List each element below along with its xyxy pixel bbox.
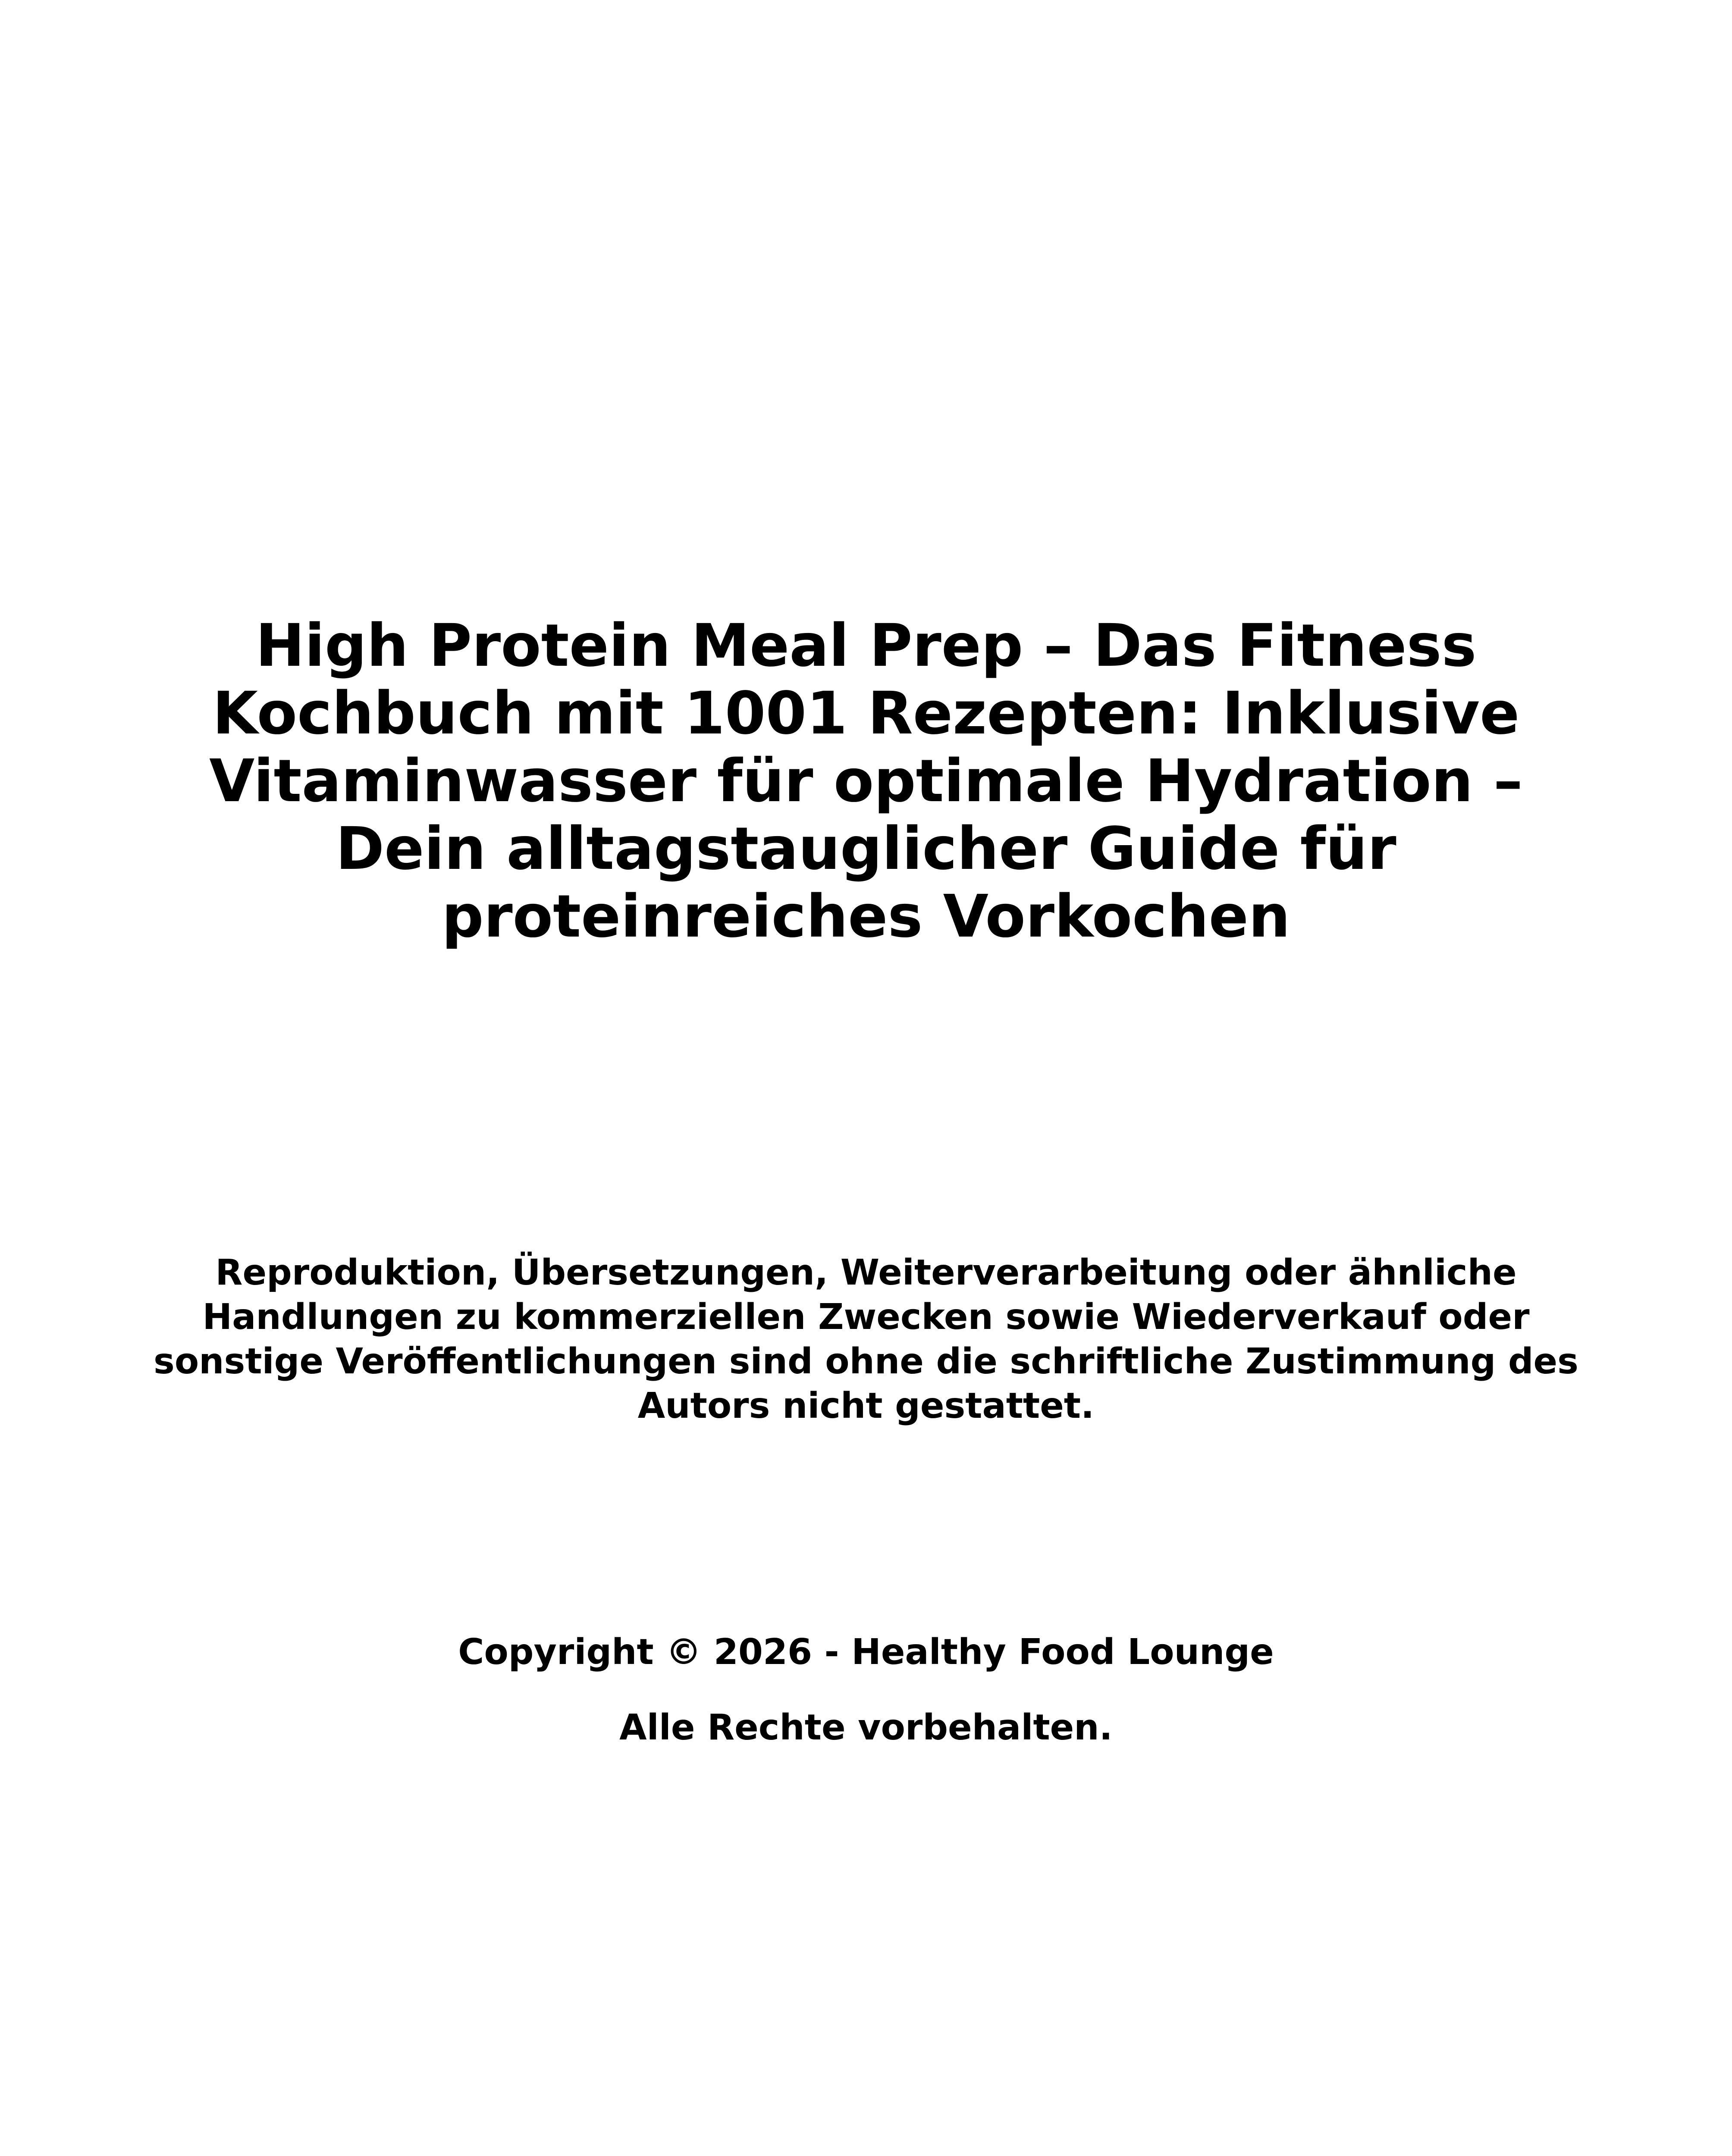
book-title-line: proteinreiches Vorkochen <box>442 883 1290 951</box>
rights-reserved-line: Alle Rechte vorbehalten. <box>619 1707 1113 1748</box>
copyright-line: Copyright © 2026 - Healthy Food Lounge <box>458 1632 1274 1673</box>
book-title <box>164 612 1568 951</box>
reproduction-notice-line: Autors nicht gestattet. <box>637 1385 1095 1426</box>
book-title-line: Kochbuch mit 1001 Rezepten: Inklusive <box>212 680 1520 748</box>
book-title-line: Vitaminwasser für optimale Hydration – <box>209 747 1523 815</box>
book-title-line: Dein alltagstauglicher Guide für <box>336 815 1396 883</box>
book-title-line: High Protein Meal Prep – Das Fitness <box>255 612 1477 680</box>
reproduction-notice <box>129 1250 1603 1428</box>
reproduction-notice-line: Reproduktion, Übersetzungen, Weiterverarbeitung oder ähnliche <box>215 1252 1517 1293</box>
reproduction-notice-line: Handlungen zu kommerziellen Zwecken sowie Wiederverkauf oder <box>202 1297 1530 1338</box>
reproduction-notice-line: sonstige Veröffentlichungen sind ohne die schriftliche Zustimmung des <box>154 1341 1578 1382</box>
